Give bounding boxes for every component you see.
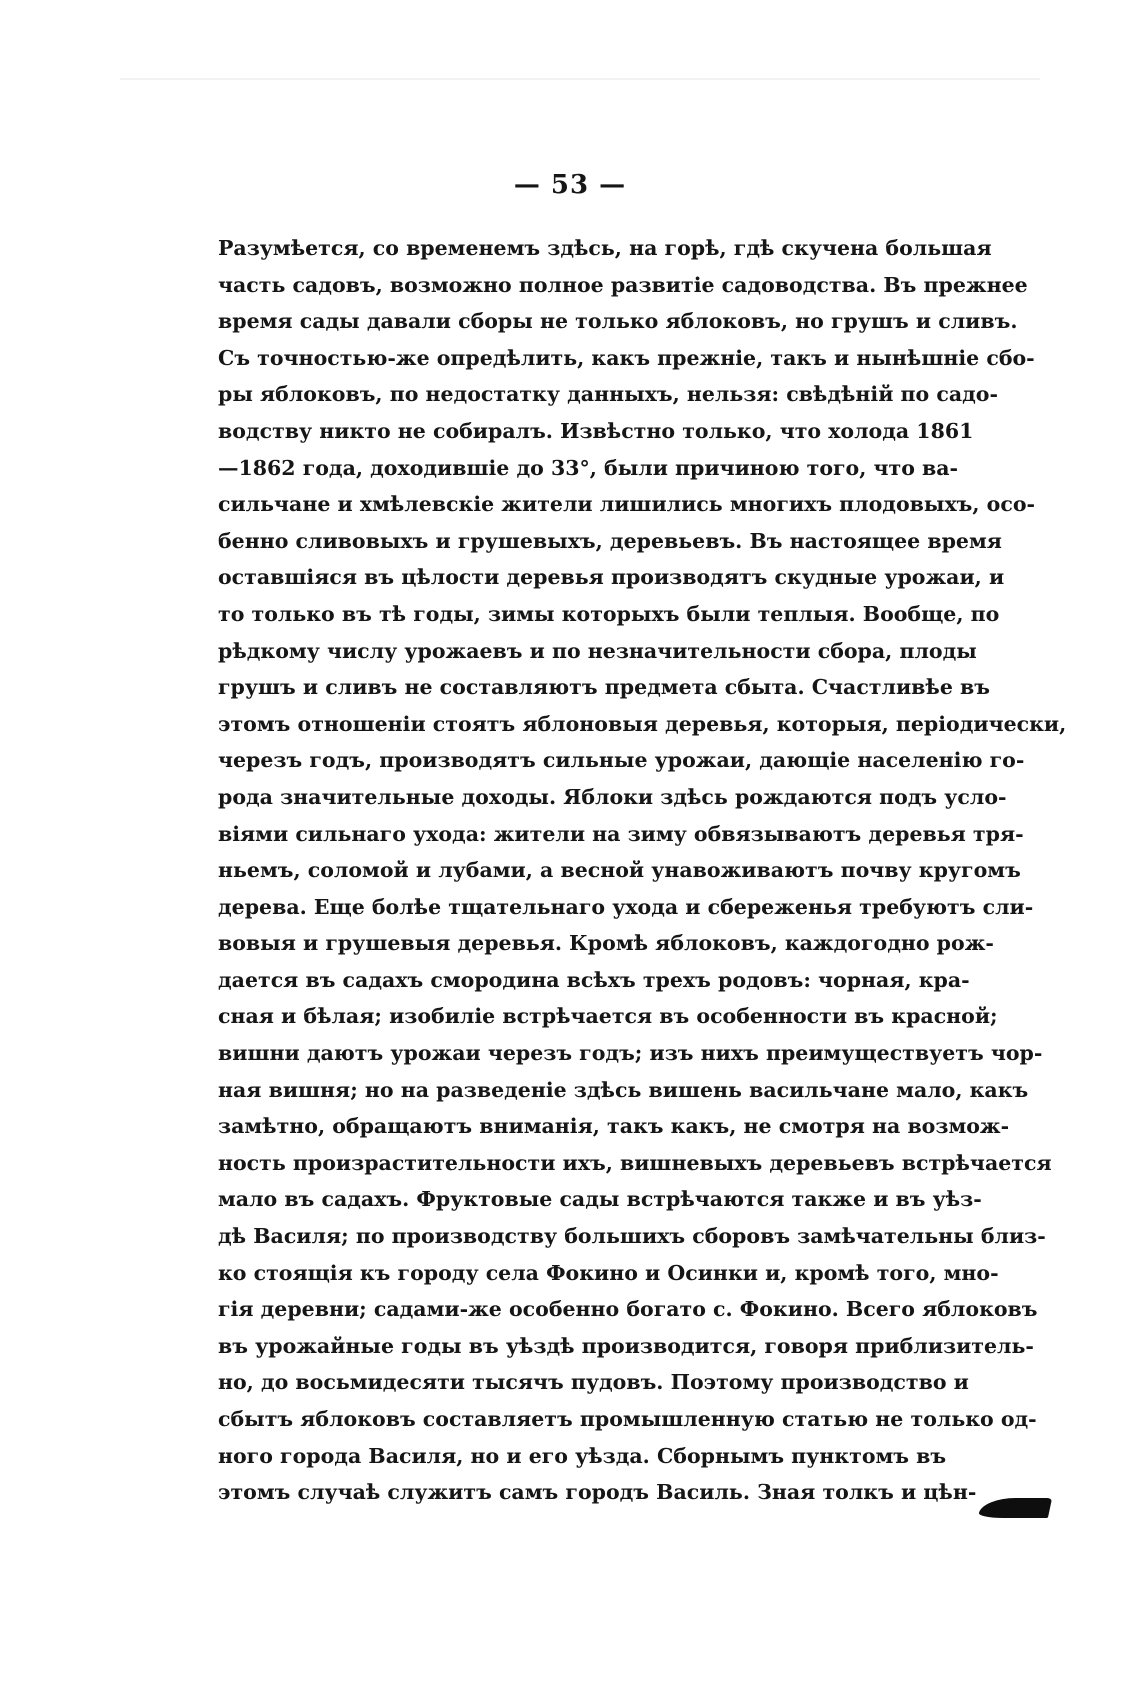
text-line: дерева. Еще болѣе тщательнаго ухода и сбереженья требуютъ сли- — [218, 894, 1034, 919]
text-line: бенно сливовыхъ и грушевыхъ, деревьевъ. Въ настоящее время — [218, 528, 1002, 553]
text-line: Разумѣется, со временемъ здѣсь, на горѣ, гдѣ скучена большая — [218, 236, 992, 260]
text-line: Съ точностью-же опредѣлить, какъ прежніе, такъ и нынѣшніе сбо- — [218, 345, 1035, 370]
text-line: ньемъ, соломой и лубами, а весной унавоживаютъ почву кругомъ — [218, 858, 1021, 883]
text-line: грушъ и сливъ не составляютъ предмета сбыта. Счастливѣе въ — [218, 675, 990, 700]
text-line: ры яблоковъ, по недостатку данныхъ, нельзя: свѣдѣній по садо- — [218, 382, 998, 407]
text-line: сная и бѣлая; изобиліе встрѣчается въ особенности въ красной; — [218, 1004, 998, 1029]
text-line: ко стоящія къ городу села Фокино и Осинки и, кромѣ того, мно- — [218, 1260, 999, 1285]
text-line: мало въ садахъ. Фруктовые сады встрѣчаются также и въ уѣз- — [218, 1187, 982, 1212]
text-line: часть садовъ, возможно полное развитіе садоводства. Въ прежнее — [218, 272, 1028, 297]
text-line: но, до восьмидесяти тысячъ пудовъ. Поэтому производство и — [218, 1370, 969, 1395]
text-line: сбытъ яблоковъ составляетъ промышленную статью не только од- — [218, 1407, 1037, 1431]
text-line: этомъ отношеніи стоятъ яблоновыя деревья, которыя, періодически, — [218, 711, 1067, 736]
text-line: оставшіяся въ цѣлости деревья производятъ скудные урожаи, и — [218, 565, 1005, 590]
scan-edge-shadow — [120, 78, 1040, 80]
text-line: черезъ годъ, производятъ сильные урожаи, дающіе населенію го- — [218, 748, 1025, 773]
text-line: дѣ Василя; по производству большихъ сборовъ замѣчательны близ- — [218, 1224, 1046, 1249]
ink-blot-mark — [978, 1498, 1052, 1518]
text-line: рѣдкому числу урожаевъ и по незначительности сбора, плоды — [218, 638, 977, 663]
text-line: ного города Василя, но и его уѣзда. Сборнымъ пунктомъ въ — [218, 1443, 947, 1468]
text-line: рода значительные доходы. Яблоки здѣсь рождаются подъ усло- — [218, 784, 1007, 809]
text-line: віями сильнаго ухода: жители на зиму обвязываютъ деревья тря- — [218, 821, 1024, 846]
text-line: вовыя и грушевыя деревья. Кромѣ яблоковъ, каждогодно рож- — [218, 931, 994, 956]
text-line: ная вишня; но на разведеніе здѣсь вишень васильчане мало, какъ — [218, 1077, 1029, 1102]
text-line: сильчане и хмѣлевскіе жители лишились многихъ плодовыхъ, осо- — [218, 492, 1035, 517]
text-line: дается въ садахъ смородина всѣхъ трехъ родовъ: чорная, кра- — [218, 967, 970, 992]
body-text — [218, 230, 1067, 1511]
text-line: водству никто не собиралъ. Извѣстно только, что холода 1861 — [218, 418, 974, 443]
text-line: въ урожайные годы въ уѣздѣ производится, говоря приблизитель- — [218, 1333, 1034, 1358]
text-line: то только въ тѣ годы, зимы которыхъ были теплыя. Вообще, по — [218, 601, 1000, 626]
text-line: время сады давали сборы не только яблоковъ, но грушъ и сливъ. — [218, 309, 1018, 334]
text-line: этомъ случаѣ служитъ самъ городъ Василь. Зная толкъ и цѣн- — [218, 1480, 977, 1505]
text-line: гія деревни; садами-же особенно богато с. Фокино. Всего яблоковъ — [218, 1297, 1038, 1322]
text-line: вишни даютъ урожаи черезъ годъ; изъ нихъ преимуществуетъ чор- — [218, 1041, 1043, 1066]
text-line: ность произрастительности ихъ, вишневыхъ деревьевъ встрѣчается — [218, 1150, 1052, 1175]
text-line: —1862 года, доходившіе до 33°, были причиною того, что ва- — [218, 455, 959, 480]
page-number: — 53 — — [513, 170, 627, 200]
text-line: замѣтно, обращаютъ вниманія, такъ какъ, не смотря на возмож- — [218, 1114, 1010, 1139]
